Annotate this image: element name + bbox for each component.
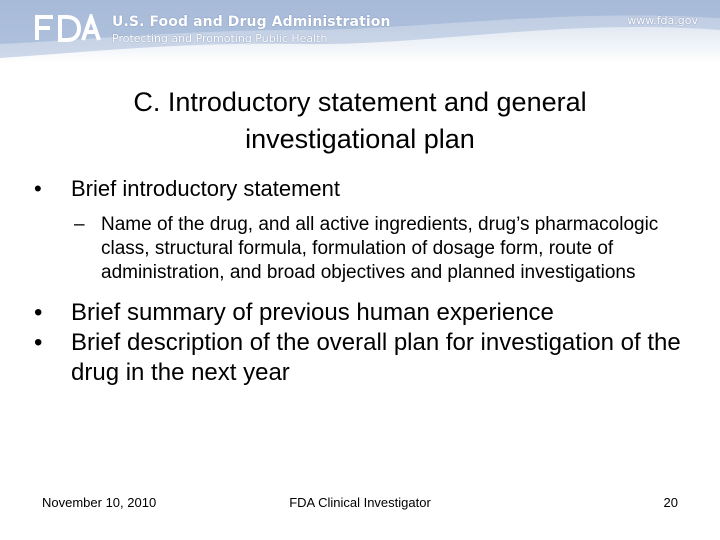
slide-body <box>34 174 694 388</box>
header-banner <box>0 0 720 62</box>
slide-title-line-2: investigational plan <box>245 124 475 154</box>
bullet-text-3: Brief description of the overall plan for investigation of the drug in the next year <box>71 329 681 386</box>
sub-bullet-dash: – <box>74 214 85 235</box>
footer-center-text: FDA Clinical Investigator <box>289 495 431 510</box>
bullet-item-1 <box>34 174 694 204</box>
bullet-dot: • <box>34 329 43 356</box>
agency-name: U.S. Food and Drug Administration <box>112 14 391 30</box>
slide-title-line-1: C. Introductory statement and general <box>133 87 587 117</box>
slide-title <box>40 84 680 158</box>
bullet-item-2 <box>34 298 694 328</box>
footer-date: November 10, 2010 <box>42 495 157 510</box>
bullet-text-1: Brief introductory statement <box>71 176 341 201</box>
sub-bullet-1 <box>34 213 694 285</box>
fda-logo-icon <box>34 14 102 42</box>
fda-logo <box>34 14 102 42</box>
website-link[interactable]: www.fda.gov <box>627 14 698 27</box>
bullet-item-3 <box>34 328 694 388</box>
agency-tagline: Protecting and Promoting Public Health <box>112 32 328 45</box>
bullet-dot: • <box>34 299 43 326</box>
bullet-dot: • <box>34 176 42 201</box>
agency-block <box>112 14 391 45</box>
bullet-text-2: Brief summary of previous human experience <box>71 299 554 326</box>
sub-bullet-text-1: Name of the drug, and all active ingredients, drug’s pharmacologic class, structural formula, formulation of dosage form, route of administration, and broad objectives and planned investigations <box>101 214 659 283</box>
page-number: 20 <box>663 495 678 510</box>
